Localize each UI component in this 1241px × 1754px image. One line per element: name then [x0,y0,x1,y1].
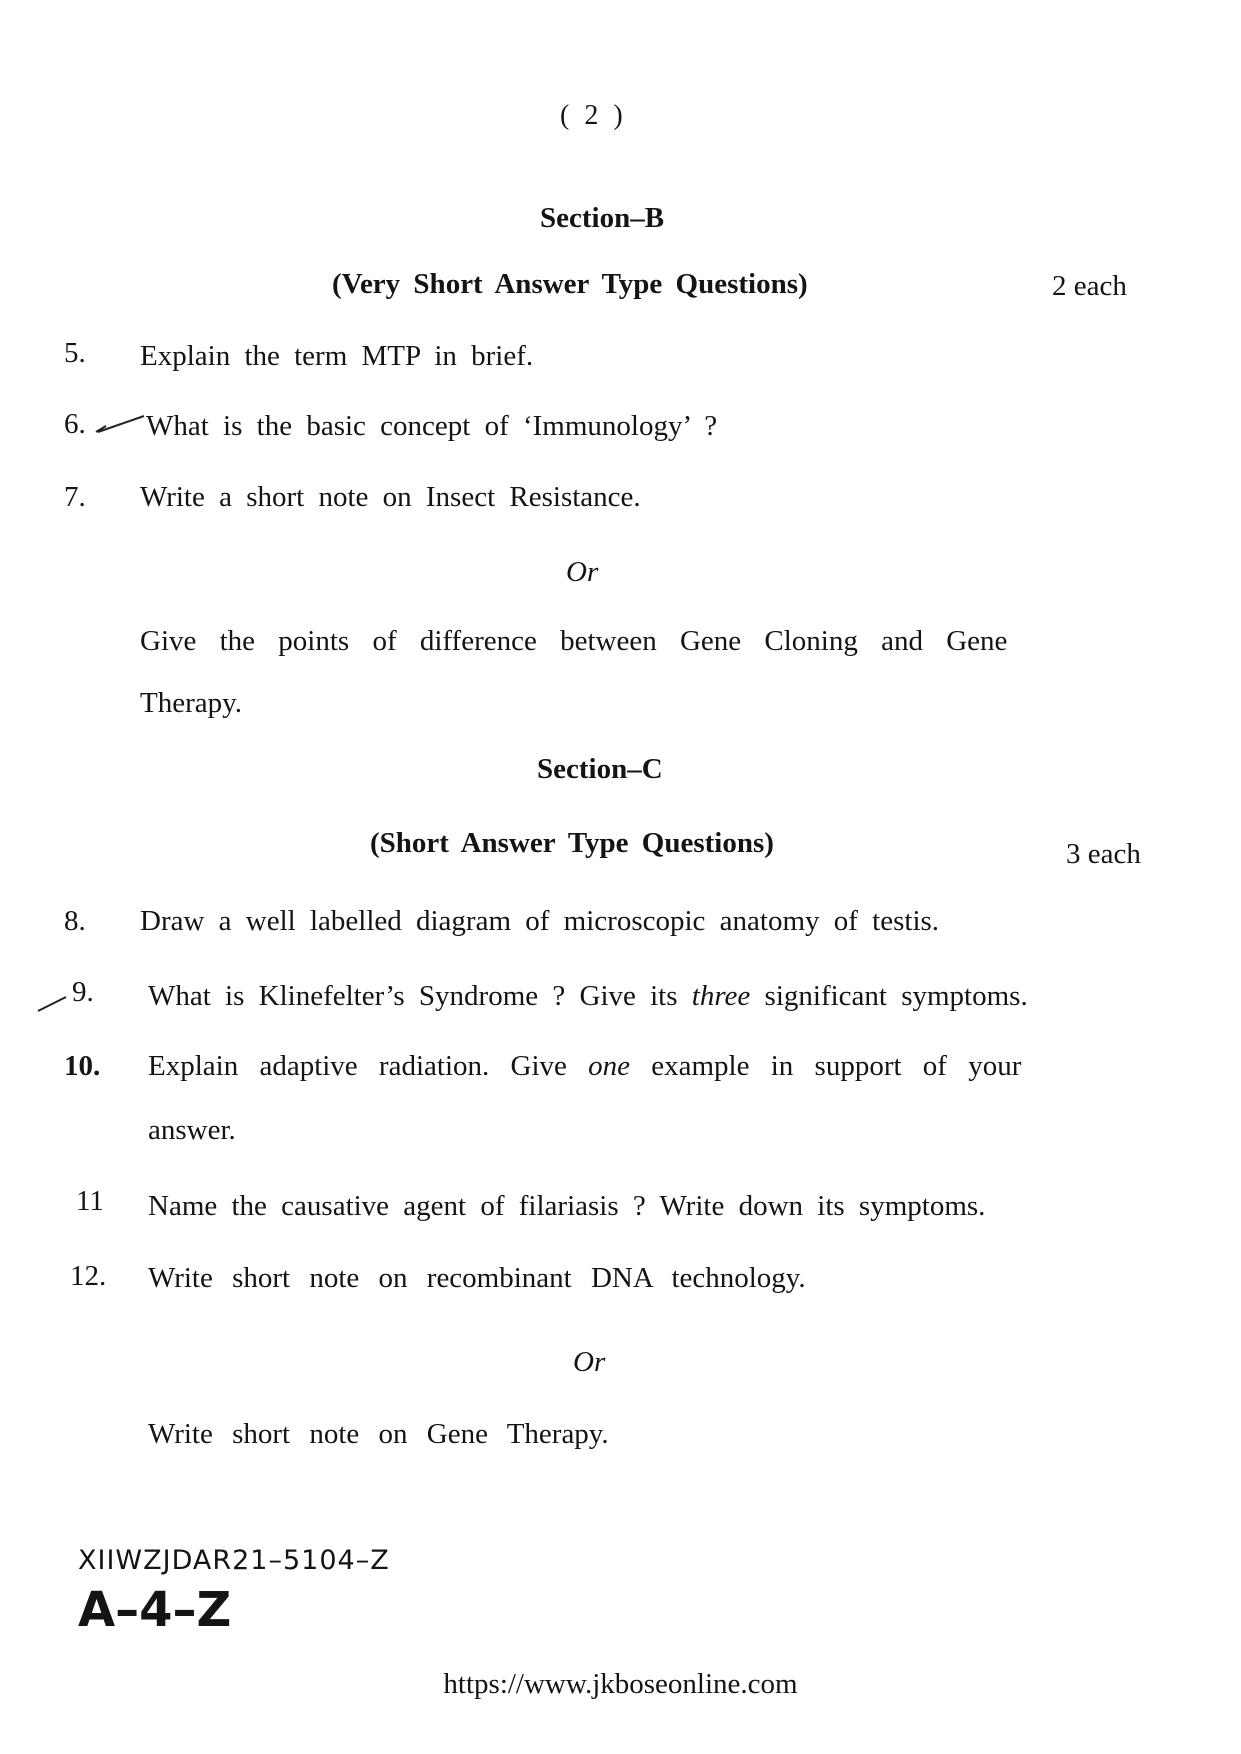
or-label: Or [573,1346,606,1378]
section-b-marks: 2 each [1052,270,1127,302]
question-number: 9. [72,976,94,1008]
question-text: Explain adaptive radiation. Give one example in support of your [148,1050,1022,1082]
section-b-title: Section–B [540,202,665,234]
website-url: https://www.jkboseonline.com [443,1668,798,1700]
question-text: What is Klinefelter’s Syndrome ? Give its three significant symptoms. [148,980,1028,1012]
question-text-line2: answer. [148,1114,236,1146]
section-c-subtitle: (Short Answer Type Questions) [370,827,774,859]
question-text: Explain the term MTP in brief. [140,340,534,372]
question-number: 7. [64,481,86,513]
alternative-question-line2: Therapy. [140,687,242,719]
question-number: 8. [64,905,86,937]
question-text: Draw a well labelled diagram of microscopic anatomy of testis. [140,905,940,937]
alternative-question: Write short note on Gene Therapy. [148,1418,609,1450]
question-text: Name the causative agent of filariasis ? Write down its symptoms. [148,1190,986,1222]
pen-mark-icon [36,985,76,1015]
alternative-question-line1: Give the points of difference between Gene Cloning and Gene [140,625,1008,657]
question-number: 10. [64,1050,101,1082]
page-number: ( 2 ) [560,100,627,131]
question-number: 5. [64,337,86,369]
paper-set-code: A–4–Z [78,1582,232,1638]
section-c-title: Section–C [537,753,663,785]
pen-mark-icon [92,412,148,438]
section-b-subtitle: (Very Short Answer Type Questions) [332,268,808,300]
question-number: 12. [70,1260,107,1292]
question-text: Write a short note on Insect Resistance. [140,481,641,513]
section-c-marks: 3 each [1066,838,1141,870]
question-text: What is the basic concept of ‘Immunology’ ? [146,410,718,442]
question-number: 11 [76,1185,104,1217]
or-label: Or [566,556,599,588]
question-text: Write short note on recombinant DNA technology. [148,1262,806,1294]
question-number: 6. [64,408,86,440]
paper-series-code: XIIWZJDAR21–5104–Z [78,1545,390,1576]
